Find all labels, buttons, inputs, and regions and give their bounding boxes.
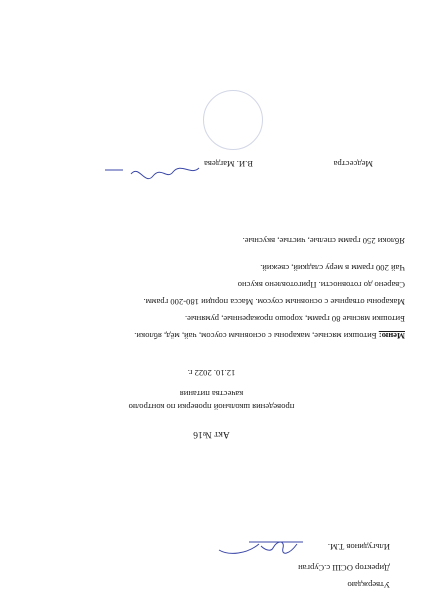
menu-line-5: Чай 200 грамм в меру сладкий, свежий. (260, 263, 405, 273)
nurse-role: Медсестра (333, 159, 373, 169)
nurse-name: В.И. Магдева (204, 159, 253, 169)
menu-line-2: Битошки мясные 80 грамм, хорошо прожаренные, румяные. (184, 314, 405, 324)
menu-line-1 (134, 331, 405, 340)
menu-summary: Битошки мясные, макароны с основным соусом, чай, мёд, яблоки. (134, 331, 377, 341)
director-signature (103, 520, 303, 560)
menu-label: Меню: (378, 331, 405, 341)
menu-line-3: Макароны отварные с основным соусом. Масса порции 180-200 грамм. (143, 297, 405, 307)
approval-heading: Утверждаю (347, 580, 390, 590)
act-subtitle-line2: качества питания (179, 389, 244, 399)
act-subtitle-line1: проведения школьной проверки по контролю (128, 402, 295, 412)
menu-line-4: Сварено до готовности. Приготовлено вкусно (237, 280, 405, 290)
director-name: Ильгудинов Т.М. (327, 542, 390, 552)
director-title: Директор ОСШ с.Сурган (298, 563, 390, 573)
nurse-signature (101, 148, 201, 188)
school-stamp (203, 90, 263, 150)
act-title: Акт №16 (193, 429, 230, 439)
menu-line-6: Яблоки 250 грамм спелые, чистые, вкусные. (242, 236, 405, 246)
act-date: 12.10. 2022 г. (187, 368, 236, 378)
